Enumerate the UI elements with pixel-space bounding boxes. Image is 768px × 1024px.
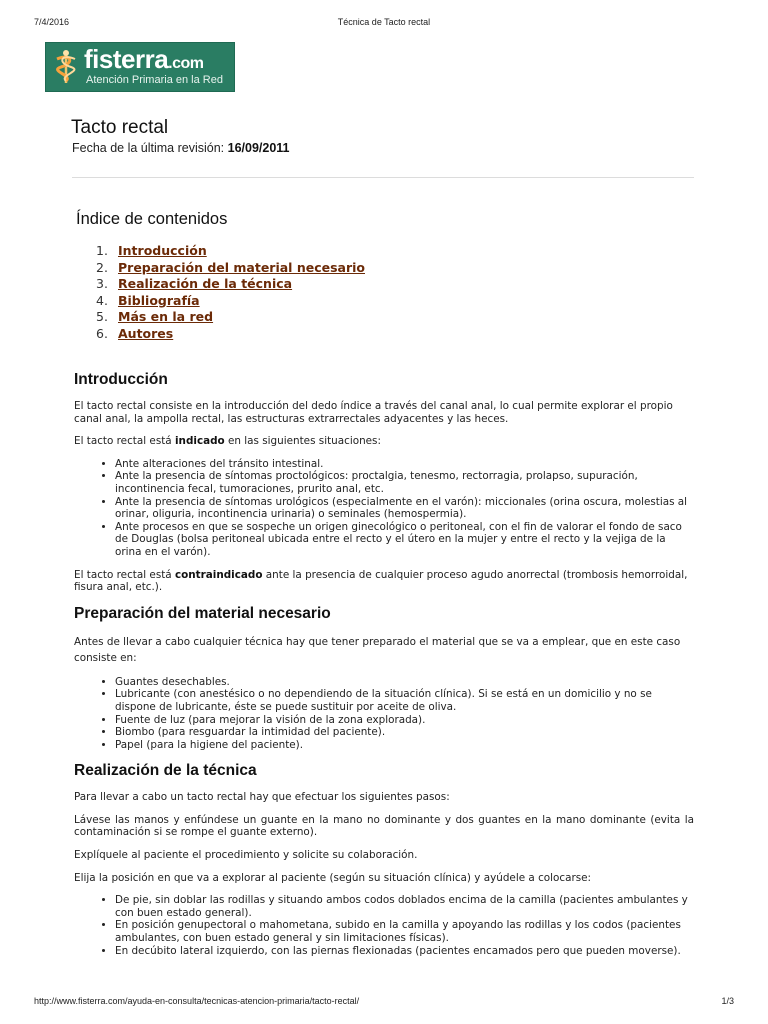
list-item: • Biombo (para resguardar la intimidad del paciente).: [115, 726, 694, 739]
paragraph: Explíquele al paciente el procedimiento y solicite su colaboración.: [74, 849, 418, 862]
paragraph: Lávese las manos y enfúndese un guante en la mano no dominante y dos guantes en la mano dominante (evita la contaminación si se rompe el guante externo).: [74, 813, 694, 839]
toc-item: 2. Preparación del material necesario: [96, 259, 365, 275]
paragraph: El tacto rectal consiste en la introducción del dedo índice a través del canal anal, lo cual permite explorar el propio canal anal, la ampolla rectal, las estructuras extrarrectales adyacentes y las heces.: [74, 400, 673, 425]
list-item: • En decúbito lateral izquierdo, con las piernas flexionadas (pacientes encamados pero que pueden moverse).: [115, 945, 694, 958]
section-heading-realizacion: Realización de la técnica: [74, 762, 257, 780]
fisterra-logo[interactable]: [45, 42, 235, 92]
revision-value: 16/09/2011: [227, 141, 290, 155]
toc-item: 5. Más en la red: [96, 309, 214, 325]
toc-link-autores[interactable]: Autores: [118, 325, 174, 341]
logo-name: fisterra.com: [84, 44, 204, 74]
toc-title: Índice de contenidos: [76, 210, 228, 228]
toc-link-preparacion[interactable]: Preparación del material necesario: [118, 259, 365, 275]
list-item: • De pie, sin doblar las rodillas y situando ambos codos doblados encima de la camilla (pacientes ambulantes y con buen estado general).: [115, 894, 694, 919]
revision-label: Fecha de la última revisión:: [72, 141, 225, 155]
list-item: • En posición genupectoral o mahometana, subido en la camilla y apoyando las rodillas y los codos (pacientes ambulantes, con buen estado general y sin limitaciones físicas).: [115, 919, 694, 944]
toc-link-realizacion[interactable]: Realización de la técnica: [118, 276, 293, 292]
print-date: 7/4/2016: [34, 17, 70, 27]
toc-item: 1. Introducción: [96, 243, 207, 258]
section-heading-preparacion: Preparación del material necesario: [74, 604, 331, 622]
paragraph: Elija la posición en que va a explorar al paciente (según su situación clínica) y ayúdele a colocarse:: [74, 871, 592, 884]
list-item: • Lubricante (con anestésico o no dependiendo de la situación clínica). Si se está en un domicilio y no se dispone de lubricante, éste se puede sustituir por aceite de oliva.: [115, 688, 694, 713]
caduceus-icon: [51, 49, 81, 85]
paragraph: Para llevar a cabo un tacto rectal hay que efectuar los siguientes pasos:: [74, 791, 450, 804]
bullet-list: [74, 458, 694, 559]
bullet-list: [74, 676, 694, 752]
revision-date: [72, 141, 290, 155]
toc-item: 6. Autores: [96, 325, 174, 341]
list-item: • Guantes desechables.: [115, 676, 694, 689]
toc-item: 4. Bibliografía: [96, 292, 200, 308]
list-item: • Papel (para la higiene del paciente).: [115, 739, 694, 752]
toc-item: 3. Realización de la técnica: [96, 276, 293, 292]
article-body: [74, 370, 694, 967]
list-item: • Ante alteraciones del tránsito intestinal.: [115, 458, 694, 471]
divider: [72, 177, 694, 178]
toc-link-bibliografia[interactable]: Bibliografía: [118, 292, 200, 308]
list-item: • Fuente de luz (para mejorar la visión de la zona explorada).: [115, 714, 694, 727]
toc-link-introduccion[interactable]: Introducción: [118, 243, 207, 258]
print-footer-url: http://www.fisterra.com/ayuda-en-consulta/tecnicas-atencion-primaria/tacto-rectal/: [34, 996, 360, 1006]
list-item: • Ante la presencia de síntomas urológicos (especialmente en el varón): miccionales (orina oscura, molestias al orinar, oliguria, incontinencia urinaria) o seminales (hemospermia).: [115, 496, 694, 521]
page-title: Tacto rectal: [71, 117, 169, 138]
list-item: • Ante la presencia de síntomas proctológicos: proctalgia, tenesmo, rectorragia, prolapso, supuración, incontinencia fecal, tumoraciones, prurito anal, etc.: [115, 470, 694, 495]
logo-tagline: Atención Primaria en la Red: [86, 74, 223, 86]
print-page-number: 1/3: [721, 996, 734, 1006]
paragraph: El tacto rectal está contraindicado ante la presencia de cualquier proceso agudo anorrectal (trombosis hemorroidal, fisura anal, etc.).: [74, 568, 688, 594]
toc-link-mas-en-la-red[interactable]: Más en la red: [118, 309, 214, 325]
paragraph: El tacto rectal está indicado en las siguientes situaciones:: [74, 435, 381, 448]
section-heading-introduccion: Introducción: [74, 371, 168, 388]
list-item: • Ante procesos en que se sospeche un origen ginecológico o peritoneal, con el fin de valorar el fondo de saco de Douglas (bolsa peritoneal ubicada entre el recto y el útero en la mujer y entre el recto y la vejiga de la orina en el varón).: [115, 521, 694, 559]
paragraph: Antes de llevar a cabo cualquier técnica hay que tener preparado el material que se va a emplear, que en este caso consiste en:: [74, 635, 681, 664]
bullet-list: [74, 894, 694, 957]
toc-list: [96, 243, 365, 343]
print-page-title: Técnica de Tacto rectal: [337, 17, 431, 27]
